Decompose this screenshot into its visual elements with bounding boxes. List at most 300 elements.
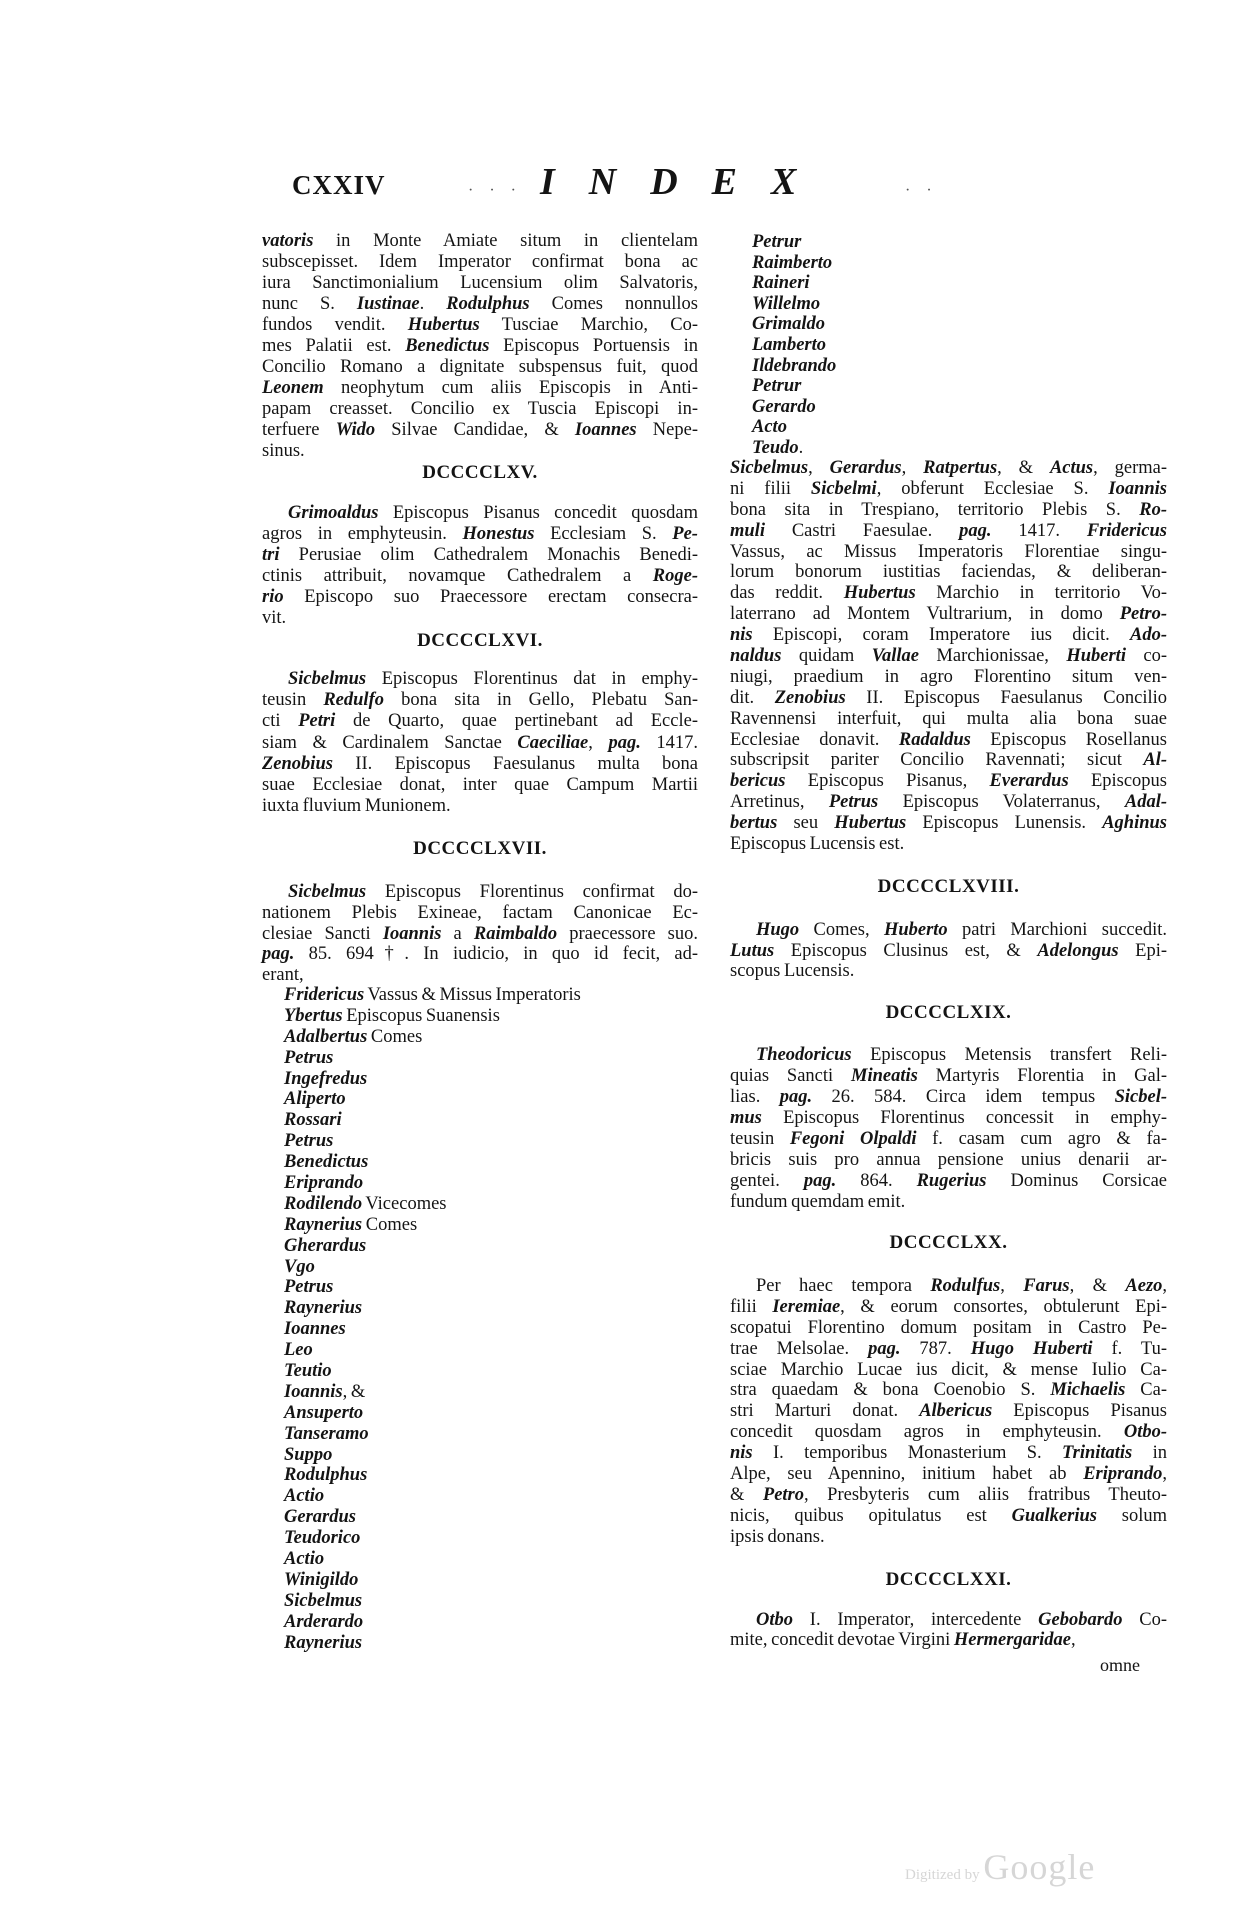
text-line [730,273,1167,294]
paragraph [262,669,698,817]
italic-name: Farus [1023,1276,1070,1296]
text-line [730,1360,1167,1381]
italic-name: pag. [262,944,295,965]
italic-name: Petrur [752,376,802,397]
text-line [730,941,1167,962]
text-run: Concilio Romano a dignitate subspensus fuit, quod [262,357,698,377]
text-line [730,1171,1167,1192]
text-run: papam creasset. Concilio ex Tuscia Episcopi in- [262,399,698,419]
italic-name: Actio [284,1486,325,1507]
text-run: II. Episcopus Faesulanus multa bona [332,753,698,774]
text-line [730,500,1167,521]
italic-name: Lutus [730,940,775,961]
text-run: Episcopus Florentinus dat in emphy- [366,669,698,689]
italic-name: pag. [803,1171,837,1191]
italic-name: Rodulphus [446,294,530,314]
italic-name: Iustinae [356,294,420,314]
italic-name: Sicbelmus [288,669,367,689]
text-run: quidam [781,646,872,667]
italic-name: Actus [1049,458,1094,478]
italic-name: Actio [284,1549,325,1570]
text-run: subscepisset. Idem Imperator confirmat bona ac [262,252,698,272]
page-title: INDEX [540,161,831,203]
italic-name: Sicbelmi [810,478,877,499]
italic-name: Fegoni Olpaldi [789,1129,917,1149]
text-line [262,1465,698,1486]
italic-name: pag. [608,732,641,753]
italic-name: Aghinus [1102,813,1167,834]
section-heading: DCCCCLXIX. [885,1002,1012,1023]
text-line [730,1401,1167,1422]
text-run: de Quarto, quae pertinebant ad Eccle- [335,711,698,732]
text-line [262,903,698,924]
text-run: lorum bonorum iustitias faciendas, & deliberan- [730,562,1167,583]
text-run: subscripsit pariter Concilio Ravennati; sicut [730,750,1144,771]
text-line [730,521,1167,542]
text-line [730,1339,1167,1360]
text-run: Castri Faesulae. [764,520,960,541]
page-number: CXXIV [292,170,386,200]
text-run: trae Melsolae. [730,1338,869,1359]
text-line [262,1069,698,1090]
text-run: Silvae Candidae, & [375,420,575,440]
witness-list [262,985,698,1654]
text-run: 26. 584. Circa idem tempus [812,1087,1115,1107]
italic-name: Rugerius [916,1171,987,1191]
text-line [262,1319,698,1340]
text-run: suae Ecclesiae donat, inter quae Campum Martii [262,774,698,795]
text-run: Vassus, ac Missus Imperatoris Florentiae singu- [730,541,1167,562]
italic-name: Fridericus [284,985,365,1005]
text-line [730,1150,1167,1171]
text-run: erant, [262,965,304,986]
italic-name: Adalbertus [284,1026,368,1047]
text-line [262,252,698,273]
text-run: 864. [836,1171,917,1191]
italic-name: Mineatis [851,1066,918,1086]
italic-name: Leonem [262,378,324,398]
text-line [730,1630,1167,1650]
italic-name: Ioannes [284,1319,346,1340]
text-run: clesiae Sancti [262,923,383,944]
text-line [262,608,698,629]
text-line [262,711,698,732]
text-line [262,1298,698,1319]
italic-name: Benedictus [405,336,490,356]
italic-name: Arderardo [284,1611,364,1632]
italic-name: Zenobius [262,753,333,774]
text-line [262,882,698,903]
text-run: Marchio in territorio Vo- [915,583,1168,604]
text-line [730,604,1167,625]
catchword: omne [1100,1655,1140,1675]
text-run: & [730,1484,763,1505]
text-run: quias Sancti [730,1066,851,1086]
italic-name: Huberto [883,920,948,940]
text-run: neophytum cum aliis Episcopis in Anti- [323,378,698,398]
italic-name: Roge- [652,566,698,586]
text-run: teusin [730,1129,790,1149]
text-line [262,378,698,399]
text-run: Ecclesiam S. [534,524,673,544]
text-run: Comes nonnullos [529,294,699,314]
italic-name: Rodulphus [284,1465,368,1486]
italic-name: rio [262,587,284,607]
italic-name: Petri [298,711,336,732]
text-run: Epi- [1118,940,1167,961]
text-run: iura Sanctimonialium Lucensium olim Salvatoris, [262,273,698,293]
italic-name: Huberti [1066,646,1126,667]
paragraph [730,920,1167,982]
italic-name: Teudorico [284,1528,361,1549]
text-line [262,1048,698,1069]
text-run: bona sita in Trespiano, territorio Plebis S. [730,499,1140,520]
text-line [730,479,1167,500]
text-line [730,730,1167,751]
italic-name: Hugo Huberti [970,1338,1093,1359]
text-line [730,397,1167,418]
italic-name: Petrus [828,792,879,813]
text-line [262,733,698,754]
italic-name: Gerardo [752,396,816,417]
italic-name: Gerardus [829,458,902,478]
text-line [730,314,1167,335]
text-run: ni filii [730,478,811,499]
text-line [262,1194,698,1215]
text-line [262,1612,698,1633]
section-heading: DCCCCLXVII. [413,838,547,859]
text-run: scopatui Florentino domum positam in Castro Pe- [730,1317,1167,1338]
italic-name: Acto [752,417,787,438]
text-run: iuxta fluvium Munionem. [262,796,451,817]
text-line [262,273,698,294]
text-run: , & [1069,1276,1126,1296]
watermark-prefix: Digitized by [905,1867,980,1883]
paragraph [262,231,698,462]
text-run: Nepe- [636,420,698,440]
text-line [262,315,698,336]
text-run: Vassus & Missus Imperatoris [364,985,581,1005]
text-line [730,1485,1167,1506]
italic-name: Rodilendo [284,1193,363,1214]
italic-name: Ro- [1139,499,1167,520]
text-run: stri Marturi donat. [730,1401,920,1422]
paragraph [730,1045,1167,1213]
italic-name: Grimoaldus [288,503,379,523]
text-run: Arretinus, [730,792,829,813]
paragraph [262,503,698,629]
italic-name: Otbo- [1123,1422,1167,1443]
text-run: , [1162,1276,1168,1296]
italic-name: Wido [335,420,376,440]
italic-name: Raynerius [284,1632,363,1653]
text-run: 1417. [640,732,699,753]
text-run: Episcopus Clusinus est, & [774,940,1038,961]
text-line [730,667,1167,688]
italic-name: nis [730,1443,753,1464]
text-line [730,1087,1167,1108]
text-line [730,1129,1167,1150]
italic-name: Ioannis [284,1381,343,1402]
italic-name: Caeciliae [517,732,589,753]
italic-name: Adelongus [1037,940,1119,961]
text-run: , germa- [1093,458,1168,478]
text-run: , [808,458,830,478]
text-line [730,834,1167,855]
text-line [262,336,698,357]
text-run: Episcopus Florentinus confirmat do- [366,882,698,902]
text-line [730,1192,1167,1213]
text-line [262,796,698,817]
text-line [262,924,698,945]
text-line [262,503,698,524]
text-line [262,775,698,796]
text-line [262,587,698,608]
text-line [730,253,1167,274]
italic-name: Hubertus [834,813,907,834]
italic-name: Teutio [284,1361,332,1382]
italic-name: Ioannis [382,923,442,944]
italic-name: Grimaldo [752,314,825,335]
text-line [730,792,1167,813]
text-run: Martyris Florentia in Gal- [917,1066,1167,1086]
italic-name: Ioannes [574,420,637,440]
text-run: agros in emphyteusin. [262,524,463,544]
italic-name: Petrus [284,1047,334,1068]
text-run: Comes, [799,920,884,940]
italic-name: Petrus [284,1277,334,1298]
text-line [262,690,698,711]
text-line [262,1173,698,1194]
text-run: 1417. [991,520,1087,541]
text-line [262,1236,698,1257]
italic-name: vatoris [262,231,314,251]
text-run: nicis, quibus opitulatus est [730,1505,1012,1526]
italic-name: Raineri [752,273,810,294]
text-line [262,566,698,587]
italic-name: Aliperto [284,1089,346,1110]
italic-name: Honestus [462,524,535,544]
italic-name: Hubertus [407,315,480,335]
text-line [730,1276,1167,1297]
italic-name: Rodulfus [930,1276,1001,1296]
text-run: filii [730,1296,773,1317]
text-run: stra quaedam & bona Coenobio S. [730,1380,1051,1401]
text-run: scopus Lucensis. [730,961,855,982]
italic-name: Ratpertus [923,458,998,478]
text-line [262,399,698,420]
text-line [262,1633,698,1654]
text-run: , & [997,458,1050,478]
italic-name: pag. [959,520,992,541]
text-line [730,562,1167,583]
italic-name: Petrur [752,232,802,252]
italic-name: Hubertus [843,583,916,604]
text-line [730,709,1167,730]
italic-name: Vallae [871,646,920,667]
italic-name: Al- [1143,750,1167,771]
text-run: Ravennensi interfuit, qui multa alia bona suae [730,708,1167,729]
text-run: sciae Marchio Lucae ius dicit, & mense Iulio Ca- [730,1359,1167,1380]
text-line [730,356,1167,377]
italic-name: Petro- [1119,604,1167,625]
text-line [730,1066,1167,1087]
text-run: . [798,437,804,458]
text-line [262,1445,698,1466]
italic-name: bericus [730,771,786,792]
text-run: cti [262,711,299,732]
text-line [730,583,1167,604]
text-run: Perusiae olim Cathedralem Monachis Benedi- [279,545,698,565]
text-run: Alpe, seu Apennino, initium habet ab [730,1464,1084,1485]
text-line [730,813,1167,834]
text-run: terfuere [262,420,336,440]
text-line [262,231,698,252]
text-line [262,1215,698,1236]
text-run: sinus. [262,441,305,461]
italic-name: Eriprando [1083,1464,1163,1485]
text-run: niugi, praedium in agro Florentino situm ven- [730,666,1167,687]
text-line [262,1110,698,1131]
italic-name: Radaldus [898,729,971,750]
italic-name: Ingefredus [284,1068,368,1089]
italic-name: Sicbelmus [730,458,809,478]
text-line [730,1108,1167,1129]
witness-list [730,232,1167,459]
text-line [730,1506,1167,1527]
section-heading: DCCCCLXVI. [417,630,543,651]
text-line [262,420,698,441]
italic-name: Trinitatis [1062,1443,1133,1464]
text-run: ipsis donans. [730,1526,825,1547]
text-run: fundum quemdam emit. [730,1192,906,1212]
text-run: . [419,294,447,314]
text-line [730,294,1167,315]
text-run: , [901,458,924,478]
text-line [730,1610,1167,1630]
italic-name: Everardus [989,771,1069,792]
text-run: I. temporibus Monasterium S. [752,1443,1062,1464]
text-run: concedit quosdam agros in emphyteusin. [730,1422,1124,1443]
watermark-brand: Google [983,1847,1096,1887]
italic-name: Vgo [284,1256,315,1277]
text-run: vit. [262,608,287,628]
text-run: Comes [362,1214,418,1235]
italic-name: tri [262,545,280,565]
text-run: I. Imperator, intercedente [793,1610,1039,1630]
italic-name: Gherardus [284,1235,367,1256]
text-run: nunc S. [262,294,357,314]
paragraph [262,882,698,986]
italic-name: Benedictus [284,1152,369,1173]
text-line [730,335,1167,356]
italic-name: Tanseramo [284,1423,369,1444]
text-line [262,1257,698,1278]
italic-name: nis [730,625,753,646]
text-line [730,688,1167,709]
text-line [262,1361,698,1382]
italic-name: Petrus [284,1131,334,1152]
italic-name: Adal- [1124,792,1167,813]
text-line [262,357,698,378]
italic-name: Petro [762,1484,805,1505]
text-run: II. Episcopus Faesulanus Concilio [845,687,1167,708]
text-line [730,376,1167,397]
text-run: , & eorum consortes, obtulerunt Epi- [840,1296,1167,1317]
italic-name: Raynerius [284,1214,363,1235]
italic-name: Sicbelmus [284,1590,363,1611]
text-run: Episcopus Volaterranus, [878,792,1125,813]
italic-name: Winigildo [284,1569,359,1590]
italic-name: Theodoricus [756,1045,852,1065]
text-run: , Presbyteris cum aliis fratribus Theuto- [804,1484,1167,1505]
italic-name: Raynerius [284,1298,363,1319]
text-run: bricis suis pro annua pensione unius denarii ar- [730,1150,1167,1170]
text-run: , [1162,1464,1167,1485]
text-run: lias. [730,1087,780,1107]
italic-name: Zenobius [774,687,846,708]
italic-name: Raimberto [752,252,833,273]
text-line [262,1528,698,1549]
text-run: , obferunt Ecclesiae S. [876,478,1109,499]
text-line [262,1382,698,1403]
text-line [262,1507,698,1528]
italic-name: Gerardus [284,1507,356,1528]
paragraph [730,1276,1167,1548]
italic-name: naldus [730,646,782,667]
text-run: teusin [262,690,324,711]
text-run: , & [342,1381,366,1402]
section-heading: DCCCCLXV. [422,462,538,483]
text-line [730,1380,1167,1401]
text-line [262,1570,698,1591]
text-run: f. casam cum agro & fa- [916,1129,1167,1149]
text-run: Co- [1122,1610,1167,1630]
italic-name: bertus [730,813,778,834]
text-line [262,1277,698,1298]
text-line [730,1527,1167,1548]
italic-name: Hermergaridae [953,1630,1072,1650]
italic-name: Suppo [284,1444,333,1465]
text-line [730,771,1167,792]
italic-name: Redulfo [323,690,384,711]
text-run: Per haec tempora [756,1276,931,1296]
decorative-dots: · · [905,182,938,199]
section-heading: DCCCCLXX. [889,1232,1008,1253]
text-line [730,417,1167,438]
text-line [262,524,698,545]
text-run: Marchionissae, [919,646,1067,667]
text-line [262,1549,698,1570]
text-line [262,1027,698,1048]
section-heading: DCCCCLXVIII. [877,876,1020,897]
italic-name: Fridericus [1086,520,1167,541]
text-run: mite, concedit devotae Virgini [730,1630,954,1650]
italic-name: Sicbelmus [288,882,367,902]
text-line [262,944,698,965]
text-run: Vicecomes [362,1193,447,1214]
italic-name: mus [730,1108,762,1128]
text-run: a [441,923,474,944]
text-line [262,669,698,690]
text-run: 787. [900,1338,971,1359]
italic-name: Ybertus [284,1005,343,1026]
text-run: Tusciae Marchio, Co- [479,315,698,335]
text-line [730,232,1167,253]
text-run: co- [1125,646,1167,667]
digitized-watermark [905,1846,1095,1888]
italic-name: muli [730,520,765,541]
